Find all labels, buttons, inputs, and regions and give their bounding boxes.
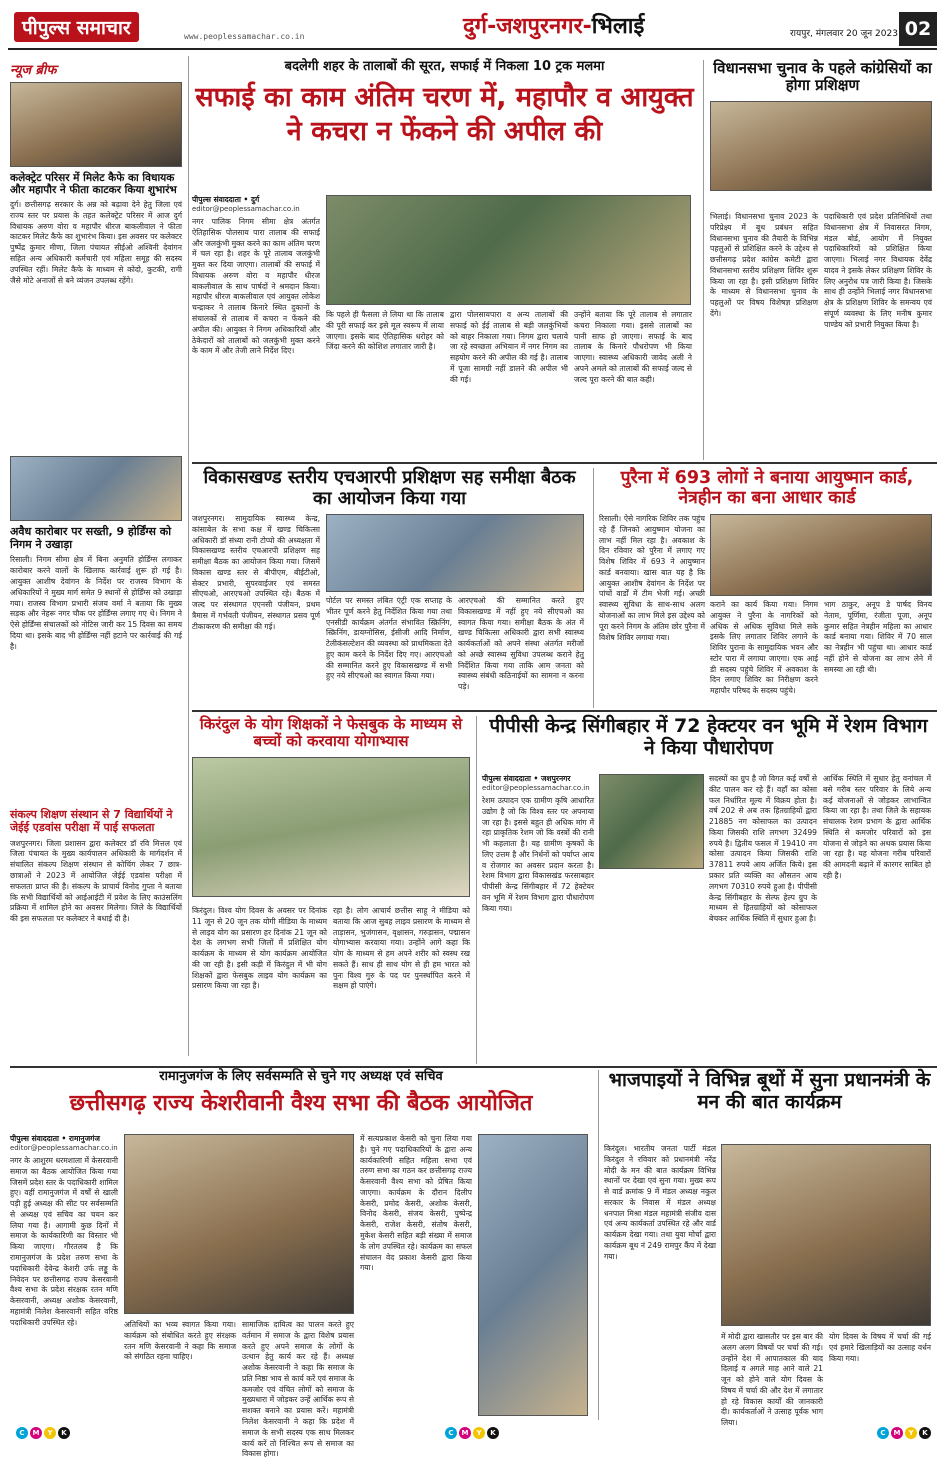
bjp-photo — [721, 1144, 931, 1326]
news-brief-column — [10, 60, 182, 1060]
ayushman-photo — [710, 514, 932, 596]
ayushman-headline: पुरैना में 693 लोगों ने बनाया आयुष्मान कार्ड, नेत्रहीन का बना आधार कार्ड — [620, 468, 914, 509]
brief2-body: रिसाली। निगम सीमा क्षेत्र में बिना अनुमति होर्डिंग्स लगाकर कारोबार करने वालों के खिलाफ कार्रवाई शुरू हो गई है। आयुक्त आशीष देवांगन के निर्देश पर राजस्व विभाग के अधिकारियों ने मुख्य मार्ग समेत 9 स्थानों से होर्डिंग्स को उखाड़ा गया। राजस्व विभाग प्रभारी संजय वर्मा ने बताया कि मुख्य सड़क और नेहरू नगर चौक पर होर्डिंग्स लगाए गए थे। निगम ने ऐसे होर्डिंग्स संचालकों को नोटिस जारी कर 15 दिवस का समय दिया था। इसके बाद भी होर्डिंग्स नहीं हटाने पर कार्रवाई की गई है। — [10, 555, 182, 651]
hrp-photo — [326, 514, 584, 592]
page-number: 02 — [899, 12, 937, 46]
hrp-story — [192, 468, 587, 708]
brief3-headline: संकल्प शिक्षण संस्थान से 7 विद्यार्थियों ने जेईई एडवांस परीक्षा में पाई सफलता — [10, 808, 173, 835]
section-title: दुर्ग-जशपुरनगर-भिलाई — [463, 14, 645, 39]
lead-body-1: नगर पालिक निगम सीमा क्षेत्र अंतर्गत ऐतिहासिक पोलसाय पारा तालाब की सफाई और जलकुंभी मुक्त करने का काम अंतिम चरण में चल रहा है। शहर के पूरे तालाब जलकुंभी मुक्त कर दिया जाएगा। तालाबों की सफाई में विधायक अरुण वोरा व महापौर धीरज बाकलीवाल के साथ पार्षदों ने श्रमदान किया। महापौर धीरज बाकलीवाल एवं आयुक्त लोकेश चन्द्राकर ने तालाब किनारे स्थित दुकानों के संचालकों से तालाब में कचरा न फेंकने की अपील की। आयुक्त ने निगम अधिकारियों और ठेकेदारों को तालाबों को जलकुंभी मुक्त करने के काम में और तेजी लाने निर्देश दिए। — [192, 217, 320, 356]
lead-photo-caption: कि पहले ही फैसला ले लिया था कि तालाब की पूरी सफाई कर इसे मूल स्वरूप में लाया जाएगा। इसके बाद ऐतिहासिक धरोहर को जिंदा करने की कोशिश लगातार जारी है। — [326, 310, 444, 352]
silk-photo — [599, 774, 704, 869]
lead-body-3: उन्होंने बताया कि पूरे तालाब से लगातार कचरा निकाला गया। इससे तालाबों का पानी साफ हो जाएगा। सफाई के बाद तालाब के किनारे पौधरोपण भी किया जाएगा। स्वास्थ्य अधिकारी जावेद अली ने अपने अमले को तालाबों की सफाई जल्द से जल्द पूरा करने की बात कही। — [574, 310, 692, 384]
congress-headline: विधानसभा चुनाव के पहले कांग्रेसियों का होगा प्रशिक्षण — [713, 59, 932, 95]
hrp-body-2: पोर्टल पर समस्त लंबित एंट्री एक सप्ताह के भीतर पूर्ण करने हेतु निर्देशित किया गया तथा एनसीडी कार्यक्रम अंतर्गत संभावित स्क्रिनिंग, स्क्रिनिंग, डायग्नोसिस, ईसीजी आदि निर्माण, टेलीकंसल्टेशन की व्यवस्था को प्राथमिकता देते हुए काम करने के निर्देश दिए गए। आरएचओ की सम्मानित करने हुए विकासखण्ड में सभी हुए नये सीएचओ का स्वागत किया गया। — [326, 596, 452, 681]
yoga-body-2: रहा है। लोग आचार्य छत्तीस साहू ने मीडिया को बताया कि आज सुबह लाइव प्रसारण के माध्यम से ताड़ासन, भुजंगासन, वृक्षासन, गरुड़ासन, पद्मासन योगाभ्यास करवाया गया। उन्होंने आगे कहा कि योग के माध्यम से हम अपने शरीर को स्वस्थ रख सकते हैं। साथ ही साथ योग से ही हम भारत को पुनः विश्व गुरु के पद पर पुनर्स्थापित करने में सक्षम हो पाएंगे। — [333, 906, 470, 991]
ayushman-body-1: रिसाली। ऐसे नागरिक शिविर तक पहुंच रहे हैं जिनको आयुष्मान योजना का लाभ नहीं मिल रहा है। अवकाश के दिन रविवार को पुरैना में लगाए गए विशेष शिविर में 693 ने आयुष्मान कार्ड बनवाया। खास बात यह है कि आयुक्त आशीष देवांगन के निर्देश पर पांचों वार्डों में टीम भेजी गई। अच्छी स्वास्थ्य सुविधा के साथ-साथ अलग योजनाओं का लाभ मिले इस उद्देश्य को पूरा करने निगम के अंतिम छोर पुरैना में विशेष शिविर लगाया गया। — [599, 514, 705, 642]
lead-kicker: बदलेगी शहर के तालाबों की सूरत, सफाई में निकला 10 ट्रक मलमा — [284, 59, 605, 74]
brief2-headline: अवैध कारोबार पर सख्ती, 9 होर्डिंग्स को निगम ने उखाड़ा — [10, 525, 172, 551]
masthead — [8, 6, 937, 50]
vaishya-caption: अतिथियों का भव्य स्वागत किया गया। कार्यक्रम को संबोधित करते हुए संरक्षक रतन मणि केसरवानी ने कहा कि समाज को संगठित रहना चाहिए। — [124, 1320, 236, 1362]
cmyk-registration-mark: C M Y K — [445, 1427, 499, 1439]
silk-body-3: आर्थिक स्थिति में सुधार हेतु वनांचल में बसे गरीब स्तर परिवार के लिये अन्य कई योजनाओं से जोड़कर लाभान्वित किया जा रहा है। तथा जिले के सहायक संचालक रेशम प्रभाग के द्वारा आर्थिक स्थिति से कमजोर परिवारों को इस योजना से जोड़ने का अथक प्रयास किया जा रहा है। यह योजना गरीब परिवारों की आमदनी बढ़ाने में कारगर साबित हो रही है। — [823, 774, 931, 881]
vaishya-byline: पीपुल्स संवाददाता • रामानुजगंज editor@peoplessamachar.co.in — [10, 1134, 118, 1152]
hrp-body-1: जशपुरनगर। सामुदायिक स्वास्थ्य केन्द्र, कांसाबेल के सभा कक्ष में खण्ड चिकित्सा अधिकारी डॉ संध्या रानी टोप्पो की अध्यक्षता में विकासखण्ड स्तरीय एचआरपी प्रशिक्षण सह समीक्षा बैठक का आयोजन किया गया। जिसमें विकास खण्ड स्तर से बीपीएम, बीईटीओ, सेक्टर प्रभारी, सुपरवाईजर एवं समस्त सीएचओ, आरएचओ उपस्थित रहे। बैठक में जल्द पर संस्थागत एएनसी पंजीयन, प्रथम त्रैमास में गर्भवती पंजीयन, संस्थागत प्रसव पूर्ण टीकाकरण की समीक्षा की गई। — [192, 514, 320, 631]
bjp-story — [598, 1069, 935, 1428]
hrp-headline: विकासखण्ड स्तरीय एचआरपी प्रशिक्षण सह समीक्षा बैठक का आयोजन किया गया — [203, 467, 576, 509]
vaishya-col1 — [10, 1134, 118, 1418]
silk-headline: पीपीसी केन्द्र सिंगीबहार में 72 हेक्टयर वन भूमि में रेशम विभाग ने किया पौधारोपण — [489, 715, 928, 759]
section-rule — [10, 1066, 937, 1068]
bjp-body-1: किरंदुल। भारतीय जनता पार्टी मंडल किरंदुल ने रविवार को प्रधानमंत्री नरेंद्र मोदी के मन की बात कार्यक्रम विभिन्न स्थानों पर देखा एवं सुना गया। मुख्य रूप से वार्ड क्रमांक 9 में मंडल अध्यक्ष नकुल सरकार के निवास में मंडल अध्यक्ष धनपाल मिश्रा मंडल महामंत्री संजीव दास एवं अन्य कार्यकर्ता उपस्थित रहे और वार्ड कार्यक्रम देखा गया। तथा युवा मोर्चा द्वारा कार्यक्रम बूथ नं 249 रामपुर कैंप में देखा गया। — [604, 1144, 716, 1261]
newspaper-logo: पीपुल्स समाचार — [14, 12, 139, 42]
hrp-body-3: आरएचओ की सम्मानित करते हुए विकासखण्ड में नहीं हुए नये सीएचओ का स्वागत किया गया। समीक्षा बैठक के अंत में खण्ड चिकित्सा अधिकारी द्वारा सभी स्वास्थ्य कार्यकर्ताओं को अपने संस्था अंतर्गत मरीजों को अच्छे स्वास्थ्य सुविधा उपलब्ध कराने हेतु निर्देशित किया गया ताकि आम जनता को स्वास्थ्य संबंधी कठिनाईयों का सामना न करना पड़े। — [458, 596, 584, 692]
vaishya-side-photo — [478, 1134, 588, 1416]
section-rule — [192, 710, 937, 712]
silk-body-1: रेशम उत्पादन एक ग्रामीण कृषि आधारित उद्योग है जो कि विश्व स्तर पर अपनाया जा रहा है। इससे बहुत ही अधिक मांग में रहा प्राकृतिक रेशम जो कि वस्त्रों की रानी भी कहलाता है। यह ग्रामीण कृषकों के लिए उत्तम है और निर्धनों को पर्याप्त आय व रोजगार का अवसर प्रदान करता है। रेशम विभाग द्वारा विकासखंड फरसाबहार पीपीसी केन्द्र सिंगीबहार में 72 हेक्टेयर वन भूमि में रेशम विभाग द्वारा पौधारोपण किया गया। — [482, 796, 594, 913]
congress-story — [703, 60, 935, 460]
lead-body-2: द्वारा पोलसायपारा व अन्य तालाबों की सफाई को ईई तालाब से बड़ी जलकुंभियों को बाहर निकाला गया। निगम द्वारा चलाये जा रहे स्वच्छता अभियान में नगर निगम का सहयोग करने की अपील की गई है। तालाब में पूजा सामग्री नहीं डालने की अपील भी की गई। — [450, 310, 568, 384]
lead-story — [192, 60, 697, 460]
silk-body-2: सदस्यों का ग्रुप है जो विगत कई वर्षों से कीट पालन कर रहे हैं। वहाँ का कोसा फल निर्धारित मूल्य में विक्रय होता है। वर्ष 202 से अब तक हितग्राहियों द्वारा 21885 नग कोसाफल का उत्पादन किया जिसकी राशि लगभग 32499 रुपये है। द्वितीय फसल में 19410 नग कोसा उत्पादन किया जिसकी राशि 37811 रुपये आय अर्जित किये। इस प्रकार प्रति व्यक्ति का औसतन आय लगभग 70310 रुपये हुआ है। पीपीसी केन्द्र सिंगीबहार के सेल्फ हेल्प ग्रुप के माध्यम से हितग्राहियों को कोसाफल बेचकर आर्थिक स्थिति में सुधार हुआ है। — [709, 774, 817, 924]
congress-body-2: पदाधिकारी एवं प्रदेश प्रतिनिधियों तथा विधानसभा क्षेत्र में निवासरत निगम, मंडल बोर्ड, आयोग में नियुक्त पदाधिकारियों को प्रशिक्षित किया जाएगा। भिलाई नगर विधायक देवेंद्र यादव ने इसके लेकर प्रशिक्षण शिविर के लिए अनुरोध पत्र जारी किया है। जिसके साथ ही उन्होंने भिलाई नगर विधानसभा क्षेत्र के प्रशिक्षण शिविर के समन्वय एवं संपूर्ण व्यवस्था के लिए मनीष कुमार पाण्डेय को प्रभारी नियुक्त किया है। — [824, 212, 932, 329]
ayushman-story — [593, 468, 935, 708]
millet-cafe-photo — [10, 82, 182, 167]
vaishya-kicker: रामानुजगंज के लिए सर्वसम्मति से चुने गए अध्यक्ष एवं सचिव — [159, 1069, 443, 1084]
congress-body-1: भिलाई। विधानसभा चुनाव 2023 के परिप्रेक्ष्य में बूथ प्रबंधन सहित विधानसभा चुनाव की तैयारी के विभिन्न पहलुओं से प्रशिक्षित करने के उद्देश्य से छत्तीसगढ़ प्रदेश कांग्रेस कमेटी द्वारा विधानसभा स्तरीय प्रशिक्षण शिविर शुरू किया जा रहा है। इसी प्रशिक्षण शिविर के माध्यम से विधानसभा चुनाव के पहलुओं पर विषय विशेषज्ञ प्रशिक्षण देंगे। — [710, 212, 818, 319]
issue-date: रायपुर, मंगलवार 20 जून 2023 — [790, 29, 898, 39]
brief3-body: जशपुरनगर। जिला प्रशासन द्वारा कलेक्टर डॉ रवि मित्तल एवं जिला पंचायत के मुख्य कार्यपालन अधिकारी के मार्गदर्शन में संचालित संकल्प शिक्षण संस्थान से कोचिंग लेकर 7 छात्र-छात्राओं ने 2023 में आयोजित जेईई एडवांस परीक्षा में सफलता प्राप्त की है। संकल्प के प्राचार्य विनोद गुप्ता ने बताया कि सभी विद्यार्थियों को आईआईटी में प्रवेश के लिए काउंसलिंग प्रक्रिया में शामिल होने का अवसर मिलेगा। जिले के विद्यार्थियों की इस सफलता पर कलेक्टर ने बधाई दी है। — [10, 838, 182, 924]
lead-col1 — [192, 195, 320, 472]
site-url[interactable]: www.peoplessamachar.co.in — [184, 32, 305, 41]
bjp-headline: भाजपाइयों ने विभिन्न बूथों में सुना प्रधानमंत्री के मन की बात कार्यक्रम — [608, 1069, 931, 1113]
section-rule — [192, 462, 937, 464]
lake-cleaning-photo — [326, 195, 691, 305]
news-brief-tag: न्यूज ब्रीफ — [10, 63, 57, 78]
vaishya-body-2: सामाजिक दायित्व का पालन करते हुए वर्तमान में समाज के द्वारा विशेष प्रयास करते हुए अपने समाज के लोगों के उत्थान हेतु कार्य कर रहे हैं। अध्यक्ष अशोक केसरवानी ने कहा कि समाज के प्रति निष्ठा भाव से कार्य करें एवं समाज के कमजोर एवं वंचित लोगों को समाज के मुख्यधारा में जोड़कर उन्हें आर्थिक रूप से सशक्त बनाने का प्रयास करें। महामंत्री निलेश केसरवानी ने कहा कि प्रदेश में समाज के सभी सदस्य एक साथ मिलकर कार्य करें तो निश्चित रूप से समाज का विकास होगा। — [242, 1320, 354, 1459]
silk-story — [476, 716, 935, 1064]
bjp-body-3: योग दिवस के विषय में चर्चा की गई एवं हमारे खिलाड़ियों का उत्साह वर्धन किया गया। — [829, 1332, 931, 1363]
yoga-story — [192, 716, 470, 1064]
yoga-body-1: किरंदुल। विश्व योग दिवस के अवसर पर दिनांक 11 जून से 20 जून तक योगी मीडिया के माध्यम से लाइव योग का प्रसारण हर दिनांक 21 जून को देश के लगभग सभी जिलों में प्रशिक्षित योग कार्यक्रम के माध्यम से योग कार्यक्रम आयोजित की जा रही है। इसी कड़ी में किरंदुल में भी योग शिक्षकों द्वारा फेसबुक लाइव योग कार्यक्रम का प्रसारण किया जा रहा है। — [192, 906, 327, 991]
brief1-headline: कलेक्ट्रेट परिसर में मिलेट कैफे का विधायक और महापौर ने फीता काटकर किया शुभारंभ — [10, 172, 177, 197]
vaishya-body-1: नगर के आशुरम धरमशाला में केसरवानी समाज का बैठक आयोजित किया गया जिसमें प्रदेश स्तर के पदाधिकारी शामिल हुए। वहीं रामानुजगंज में वर्षों से खाली पड़ी हुई अध्यक्ष की सीट पर सर्वसम्मति से अध्यक्ष एवं सचिव का चयन कर लिया गया है। आगामी कुछ दिनों में समाज के कार्यकारिणी का विस्तार भी किया जाएगा। गौरतलब है कि रामानुजगंज के प्रदेश तरुण सभा के पदाधिकारी देवेन्द्र केशरी उर्फ लड्डू के निवेदन पर छत्तीसगढ़ राज्य केसरवानी वैश्य सभा के प्रदेश संरक्षक रतन मणि केसरवानी, अध्यक्ष अशोक केसरवानी, महामंत्री निलेश केसरवानी सहित वरिष्ठ पदाधिकारी उपस्थित रहे। — [10, 1156, 118, 1327]
vaishya-body-3: में सत्यप्रकाश केसरी को चुना लिया गया है। चुने गए पदाधिकारियों के द्वारा अन्य कार्यकारिणी सहित महिला सभा एवं तरुण सभा का गठन कर छत्तीसगढ़ राज्य केसरवानी वैश्य सभा को प्रेषित किया जाएगा। कार्यक्रम के दौरान दिलीप केसरी, प्रमोद केसरी, अशोक केसरी, विनोद केसरी, संजय केसरी, पुष्पेन्द्र केसरी, राजेश केसरी, संतोष केसरी, मुकेश केसरी सहित बड़ी संख्या में समाज के लोग उपस्थित रहे। कार्यक्रम का सफल संचालन वेद प्रकाश केसरी द्वारा किया गया। — [360, 1134, 472, 1273]
silk-col1 — [482, 774, 594, 1058]
bjp-body-2: में मोदी द्वारा खासतौर पर इस बार की अलग अलग विषयों पर चर्चा की गई। उन्होंने देश में आपातकाल की याद दिलाई व अगले माह आने वाले 21 जून को होने वाले योग दिवस के विषय में चर्चा की और देश में लगातार हो रहे विकास कार्यों की जानकारी दी। कार्यकर्ताओं ने उत्साह पूर्वक भाग लिया। — [721, 1332, 823, 1428]
vaishya-headline: छत्तीसगढ़ राज्य केशरीवानी वैश्य सभा की बैठक आयोजित — [69, 1090, 533, 1116]
silk-byline: पीपुल्स संवाददाता • जशपुरनगर editor@peoplessamachar.co.in — [482, 774, 590, 792]
yoga-headline: किरंदुल के योग शिक्षकों ने फेसबुक के माध्यम से बच्चों को करवाया योगाभ्यास — [199, 715, 463, 751]
congress-photo — [710, 101, 932, 191]
lead-headline: सफाई का काम अंतिम चरण में, महापौर व आयुक्त ने कचरा न फेंकने की अपील की — [195, 81, 694, 147]
vaishya-photo — [124, 1134, 354, 1314]
brief1-body: दुर्ग। छत्तीसगढ़ सरकार के अन्न को बढ़ावा देने हेतु जिला एवं राज्य स्तर पर प्रयास के तहत कलेक्ट्रेट परिसर में आज दुर्ग विधायक अरुण वोरा व महापौर धीरज बाकलीवाल ने फीता काटकर मिलेट कैफे का शुभारंभ किया। इस अवसर पर कलेक्टर पुष्पेंद्र कुमार मीणा, जिला पंचायत सीईओ अश्विनी देवांगन सहित अन्य अधिकारी कर्मचारी एवं महिला समूह की सदस्य उपस्थित रहीं। मिलेट कैफे के माध्यम से कोदो, कुटकी, रागी जैसे मोटे अनाजों से बने व्यंजन उपलब्ध रहेंगे। — [10, 200, 182, 285]
ayushman-body-3: भाग ठाकुर, अनूप डे पार्षद विनय नेताम, पूर्णिमा, रंजीता पूजा, अनूप कुमार सहित नेत्रहीन महिला का आधार कार्ड बनाया गया। शिविर में 70 साल का नेत्रहीन भी पहुंचा था। आधार कार्ड नहीं होने से योजना का लाभ लेने में समस्या आ रही थी। — [824, 600, 932, 674]
cmyk-registration-mark: C M Y K — [877, 1427, 931, 1439]
cmyk-registration-mark: C M Y K — [16, 1427, 70, 1439]
yoga-photo — [192, 757, 470, 897]
column-rule — [188, 56, 189, 1056]
lead-byline: पीपुल्स संवाददाता • दुर्ग editor@peoplessamachar.co.in — [192, 195, 300, 213]
hoarding-photo — [10, 456, 182, 521]
ayushman-body-2: कराने का कार्य किया गया। निगम आयुक्त ने पुरैना के नागरिकों को अधिक से अधिक सुविधा मिले सके इसके लिए लगातार शिविर लगाने के शिविर पुराना के सामुदायिक भवन और स्टोर पारा में लगाया जाएगा। एक आई डी सदस्य पहुंचे शिविर में अवकाश के दिन लगाए शिविर का निरीक्षण करने महापौर परिषद के सदस्य पहुंचे। — [710, 600, 818, 696]
